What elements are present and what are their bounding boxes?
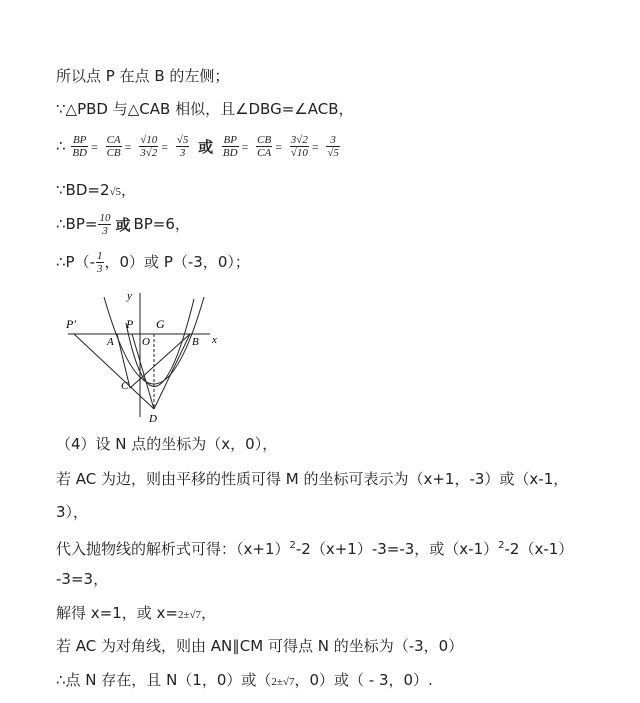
text-line-2: ∵△PBD 与△CAB 相似，且∠DBG=∠ACB， — [56, 100, 354, 118]
segment-b-d — [154, 334, 190, 409]
fraction: $\frac{3}{√5}$ — [327, 134, 339, 159]
fraction: $\frac{1}{3}$ — [97, 250, 103, 275]
fraction: $\frac{10}{3}$ — [99, 212, 111, 237]
fraction: $\frac{3√2}{√10}$ — [290, 134, 308, 159]
text-line-12: 解得 x=1，或 x=2±√7， — [56, 604, 217, 622]
text-line-7: （4）设 N 点的坐标为（x，0）， — [56, 435, 278, 453]
label-y: y — [127, 290, 132, 302]
text-line-1: 所以点 P 在点 B 的左侧； — [56, 67, 230, 85]
label-c: C — [121, 380, 129, 392]
label-g: G — [156, 317, 165, 331]
text-line-14: ∴点 N 存在，且 N（1，0）或（2±√7，0）或（ - 3，0）. — [56, 671, 433, 689]
label-pprime: P′ — [66, 317, 76, 331]
segment-c-b — [130, 334, 190, 388]
label-p: P — [126, 317, 134, 331]
label-x: x — [212, 334, 217, 346]
fraction: $\frac{BP}{BD}$ — [222, 134, 238, 159]
fraction: $\frac{√5}{3}$ — [176, 134, 189, 159]
label-o: O — [142, 336, 150, 348]
ratio-equation: ∴ $\frac{BP}{BD}$ = $\frac{CA}{CB}$ = $\frac{√10}{3√2}$ = $\frac{√5}{3}$ 或 $\frac{BP}{BD}$ = $\frac{CB}{CA}$ = $\frac{3√2}{√10}$ = $\frac{3}{√5}$ — [56, 134, 339, 159]
fraction: $\frac{CB}{CA}$ — [257, 134, 272, 159]
text-line-bp: ∴BP= $\frac{10}{3}$ 或 BP=6， — [56, 212, 190, 237]
fraction: $\frac{BP}{BD}$ — [72, 134, 87, 159]
text-line-10: 代入抛物线的解析式可得：$(x+1)^2-2(x+1)-3=-3$，或$(x-1)^2-2(x-1)$ — [56, 540, 574, 558]
fraction: $\frac{√10}{3√2}$ — [140, 134, 158, 159]
text-line-11: -3=3， — [56, 570, 109, 588]
text-line-13: 若 AC 为对角线，则由 AN∥CM 可得点 N 的坐标为（-3，0） — [56, 637, 464, 655]
label-a: A — [107, 336, 114, 348]
parabola-figure — [60, 285, 240, 425]
text-line-8: 若 AC 为边，则由平移的性质可得 M 的坐标可表示为（x+1，-3）或（x-1， — [56, 470, 569, 488]
text-line-9: 3）， — [56, 503, 89, 521]
text-line-p-coords: ∴P（- $\frac{1}{3}$ ，0）或 P（-3，0）； — [56, 250, 250, 275]
fraction: $\frac{CA}{CB}$ — [106, 134, 121, 159]
label-d: D — [149, 413, 157, 425]
label-b: B — [192, 336, 199, 348]
text-line-bd: ∵BD=2√5， — [56, 181, 137, 199]
